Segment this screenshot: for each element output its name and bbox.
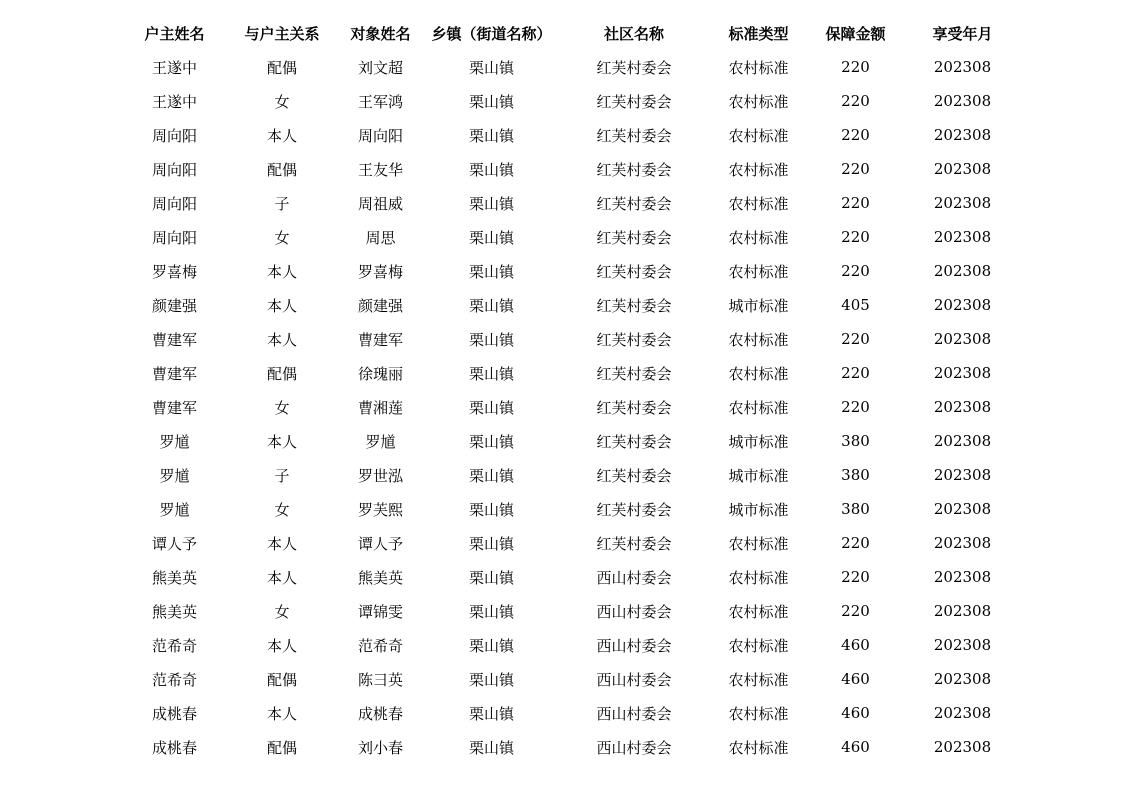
- cell-town: 栗山镇: [468, 194, 514, 213]
- cell-relation: 女: [274, 398, 290, 417]
- cell-relation: 女: [274, 602, 290, 621]
- cell-householder-name: 曹建军: [151, 364, 197, 383]
- cell-community: 西山村委会: [596, 670, 672, 689]
- cell-month: 202308: [933, 228, 992, 246]
- cell-amount: 460: [841, 636, 870, 654]
- cell-community: 红芙村委会: [596, 194, 672, 213]
- cell-town: 栗山镇: [468, 58, 514, 77]
- cell-amount: 220: [841, 194, 870, 212]
- table-row: [121, 662, 1021, 696]
- cell-town: 栗山镇: [468, 568, 514, 587]
- cell-month: 202308: [933, 432, 992, 450]
- table-header-row: [121, 16, 1021, 50]
- table-row: [121, 118, 1021, 152]
- assistance-roster-table: [121, 16, 1021, 764]
- cell-town: 栗山镇: [468, 738, 514, 757]
- cell-recipient-name: 罗喜梅: [357, 262, 403, 281]
- cell-town: 栗山镇: [468, 262, 514, 281]
- header-month: 享受年月: [932, 24, 993, 43]
- cell-community: 西山村委会: [596, 738, 672, 757]
- cell-community: 红芙村委会: [596, 126, 672, 145]
- table-row: [121, 696, 1021, 730]
- cell-relation: 配偶: [266, 670, 297, 689]
- cell-householder-name: 谭人予: [151, 534, 197, 553]
- cell-town: 栗山镇: [468, 602, 514, 621]
- cell-relation: 女: [274, 228, 290, 247]
- cell-town: 栗山镇: [468, 92, 514, 111]
- cell-community: 红芙村委会: [596, 534, 672, 553]
- cell-recipient-name: 徐瑰丽: [357, 364, 403, 383]
- cell-relation: 本人: [266, 534, 297, 553]
- cell-recipient-name: 熊美英: [357, 568, 403, 587]
- cell-month: 202308: [933, 330, 992, 348]
- cell-amount: 220: [841, 568, 870, 586]
- cell-community: 红芙村委会: [596, 330, 672, 349]
- cell-householder-name: 曹建军: [151, 398, 197, 417]
- cell-amount: 380: [841, 432, 870, 450]
- cell-month: 202308: [933, 262, 992, 280]
- header-householder-name: 户主姓名: [144, 24, 205, 43]
- cell-recipient-name: 曹湘莲: [357, 398, 403, 417]
- cell-town: 栗山镇: [468, 432, 514, 451]
- cell-month: 202308: [933, 636, 992, 654]
- cell-householder-name: 周向阳: [151, 228, 197, 247]
- cell-town: 栗山镇: [468, 466, 514, 485]
- cell-standard-type: 农村标准: [728, 262, 789, 281]
- cell-relation: 配偶: [266, 738, 297, 757]
- document-page: [0, 16, 1122, 764]
- cell-month: 202308: [933, 126, 992, 144]
- cell-householder-name: 熊美英: [151, 602, 197, 621]
- cell-month: 202308: [933, 602, 992, 620]
- cell-relation: 配偶: [266, 364, 297, 383]
- cell-standard-type: 农村标准: [728, 194, 789, 213]
- cell-recipient-name: 王友华: [357, 160, 403, 179]
- cell-standard-type: 农村标准: [728, 398, 789, 417]
- cell-householder-name: 周向阳: [151, 160, 197, 179]
- cell-town: 栗山镇: [468, 500, 514, 519]
- table-row: [121, 424, 1021, 458]
- cell-relation: 本人: [266, 432, 297, 451]
- cell-community: 红芙村委会: [596, 262, 672, 281]
- cell-town: 栗山镇: [468, 330, 514, 349]
- cell-community: 红芙村委会: [596, 398, 672, 417]
- cell-householder-name: 成桃春: [151, 704, 197, 723]
- cell-standard-type: 农村标准: [728, 330, 789, 349]
- cell-amount: 220: [841, 160, 870, 178]
- cell-standard-type: 农村标准: [728, 670, 789, 689]
- table-row: [121, 594, 1021, 628]
- cell-householder-name: 熊美英: [151, 568, 197, 587]
- cell-amount: 460: [841, 670, 870, 688]
- cell-month: 202308: [933, 194, 992, 212]
- cell-recipient-name: 刘文超: [357, 58, 403, 77]
- cell-householder-name: 颜建强: [151, 296, 197, 315]
- cell-householder-name: 周向阳: [151, 126, 197, 145]
- cell-month: 202308: [933, 500, 992, 518]
- cell-amount: 460: [841, 704, 870, 722]
- cell-month: 202308: [933, 398, 992, 416]
- cell-community: 红芙村委会: [596, 160, 672, 179]
- cell-relation: 女: [274, 500, 290, 519]
- cell-standard-type: 农村标准: [728, 58, 789, 77]
- cell-community: 红芙村委会: [596, 466, 672, 485]
- cell-recipient-name: 成桃春: [357, 704, 403, 723]
- cell-recipient-name: 周祖威: [357, 194, 403, 213]
- header-recipient-name: 对象姓名: [350, 24, 411, 43]
- cell-town: 栗山镇: [468, 160, 514, 179]
- cell-recipient-name: 陈彐英: [357, 670, 403, 689]
- cell-town: 栗山镇: [468, 704, 514, 723]
- cell-relation: 本人: [266, 568, 297, 587]
- table-row: [121, 356, 1021, 390]
- cell-relation: 本人: [266, 704, 297, 723]
- cell-relation: 本人: [266, 330, 297, 349]
- cell-month: 202308: [933, 534, 992, 552]
- table-row: [121, 628, 1021, 662]
- table-row: [121, 288, 1021, 322]
- cell-amount: 220: [841, 126, 870, 144]
- header-standard-type: 标准类型: [728, 24, 789, 43]
- cell-recipient-name: 谭人予: [357, 534, 403, 553]
- cell-amount: 460: [841, 738, 870, 756]
- cell-householder-name: 王遂中: [151, 58, 197, 77]
- table-row: [121, 50, 1021, 84]
- cell-householder-name: 王遂中: [151, 92, 197, 111]
- table-row: [121, 186, 1021, 220]
- cell-recipient-name: 颜建强: [357, 296, 403, 315]
- cell-standard-type: 农村标准: [728, 534, 789, 553]
- table-row: [121, 84, 1021, 118]
- cell-relation: 本人: [266, 296, 297, 315]
- cell-householder-name: 曹建军: [151, 330, 197, 349]
- cell-amount: 220: [841, 228, 870, 246]
- cell-standard-type: 城市标准: [728, 500, 789, 519]
- cell-community: 红芙村委会: [596, 364, 672, 383]
- cell-community: 西山村委会: [596, 602, 672, 621]
- cell-month: 202308: [933, 568, 992, 586]
- table-row: [121, 254, 1021, 288]
- cell-community: 红芙村委会: [596, 228, 672, 247]
- cell-town: 栗山镇: [468, 670, 514, 689]
- cell-amount: 220: [841, 364, 870, 382]
- cell-householder-name: 罗馗: [159, 466, 190, 485]
- table-row: [121, 526, 1021, 560]
- header-amount: 保障金额: [825, 24, 886, 43]
- cell-recipient-name: 王军鸿: [357, 92, 403, 111]
- cell-community: 红芙村委会: [596, 58, 672, 77]
- cell-standard-type: 农村标准: [728, 704, 789, 723]
- cell-town: 栗山镇: [468, 364, 514, 383]
- cell-community: 红芙村委会: [596, 500, 672, 519]
- table-row: [121, 458, 1021, 492]
- cell-householder-name: 罗馗: [159, 500, 190, 519]
- cell-town: 栗山镇: [468, 126, 514, 145]
- table-row: [121, 560, 1021, 594]
- cell-relation: 本人: [266, 636, 297, 655]
- cell-town: 栗山镇: [468, 636, 514, 655]
- cell-month: 202308: [933, 92, 992, 110]
- cell-relation: 配偶: [266, 58, 297, 77]
- cell-standard-type: 农村标准: [728, 636, 789, 655]
- cell-recipient-name: 罗世泓: [357, 466, 403, 485]
- cell-recipient-name: 周向阳: [357, 126, 403, 145]
- cell-relation: 本人: [266, 262, 297, 281]
- cell-relation: 女: [274, 92, 290, 111]
- table-row: [121, 220, 1021, 254]
- cell-relation: 子: [274, 194, 290, 213]
- cell-recipient-name: 罗馗: [365, 432, 396, 451]
- cell-householder-name: 成桃春: [151, 738, 197, 757]
- cell-standard-type: 农村标准: [728, 364, 789, 383]
- cell-amount: 220: [841, 262, 870, 280]
- table-row: [121, 730, 1021, 764]
- cell-recipient-name: 罗芙熙: [357, 500, 403, 519]
- cell-recipient-name: 曹建军: [357, 330, 403, 349]
- cell-householder-name: 周向阳: [151, 194, 197, 213]
- cell-standard-type: 城市标准: [728, 296, 789, 315]
- cell-amount: 380: [841, 466, 870, 484]
- header-community: 社区名称: [603, 24, 664, 43]
- cell-month: 202308: [933, 364, 992, 382]
- header-relation: 与户主关系: [244, 24, 320, 43]
- cell-recipient-name: 范希奇: [357, 636, 403, 655]
- cell-standard-type: 农村标准: [728, 738, 789, 757]
- cell-householder-name: 罗喜梅: [151, 262, 197, 281]
- cell-standard-type: 农村标准: [728, 92, 789, 111]
- cell-recipient-name: 周思: [365, 228, 396, 247]
- cell-householder-name: 范希奇: [151, 670, 197, 689]
- cell-month: 202308: [933, 296, 992, 314]
- cell-month: 202308: [933, 704, 992, 722]
- cell-community: 西山村委会: [596, 704, 672, 723]
- cell-amount: 380: [841, 500, 870, 518]
- cell-town: 栗山镇: [468, 296, 514, 315]
- cell-standard-type: 城市标准: [728, 432, 789, 451]
- cell-householder-name: 罗馗: [159, 432, 190, 451]
- cell-community: 西山村委会: [596, 636, 672, 655]
- cell-amount: 220: [841, 58, 870, 76]
- cell-community: 红芙村委会: [596, 296, 672, 315]
- cell-amount: 220: [841, 92, 870, 110]
- cell-month: 202308: [933, 58, 992, 76]
- cell-town: 栗山镇: [468, 534, 514, 553]
- cell-recipient-name: 谭锦雯: [357, 602, 403, 621]
- cell-amount: 405: [841, 296, 870, 314]
- cell-month: 202308: [933, 670, 992, 688]
- cell-relation: 子: [274, 466, 290, 485]
- cell-standard-type: 农村标准: [728, 568, 789, 587]
- cell-month: 202308: [933, 160, 992, 178]
- table-row: [121, 492, 1021, 526]
- table-row: [121, 390, 1021, 424]
- header-town: 乡镇（街道名称）: [431, 24, 552, 43]
- cell-relation: 配偶: [266, 160, 297, 179]
- cell-community: 西山村委会: [596, 568, 672, 587]
- cell-amount: 220: [841, 398, 870, 416]
- cell-householder-name: 范希奇: [151, 636, 197, 655]
- cell-standard-type: 农村标准: [728, 126, 789, 145]
- cell-recipient-name: 刘小春: [357, 738, 403, 757]
- cell-month: 202308: [933, 466, 992, 484]
- cell-standard-type: 农村标准: [728, 602, 789, 621]
- cell-standard-type: 农村标准: [728, 228, 789, 247]
- table-row: [121, 322, 1021, 356]
- cell-month: 202308: [933, 738, 992, 756]
- cell-town: 栗山镇: [468, 398, 514, 417]
- cell-amount: 220: [841, 534, 870, 552]
- cell-community: 红芙村委会: [596, 432, 672, 451]
- cell-amount: 220: [841, 330, 870, 348]
- cell-town: 栗山镇: [468, 228, 514, 247]
- cell-community: 红芙村委会: [596, 92, 672, 111]
- table-row: [121, 152, 1021, 186]
- cell-amount: 220: [841, 602, 870, 620]
- cell-standard-type: 城市标准: [728, 466, 789, 485]
- cell-standard-type: 农村标准: [728, 160, 789, 179]
- cell-relation: 本人: [266, 126, 297, 145]
- table-body: [121, 50, 1021, 764]
